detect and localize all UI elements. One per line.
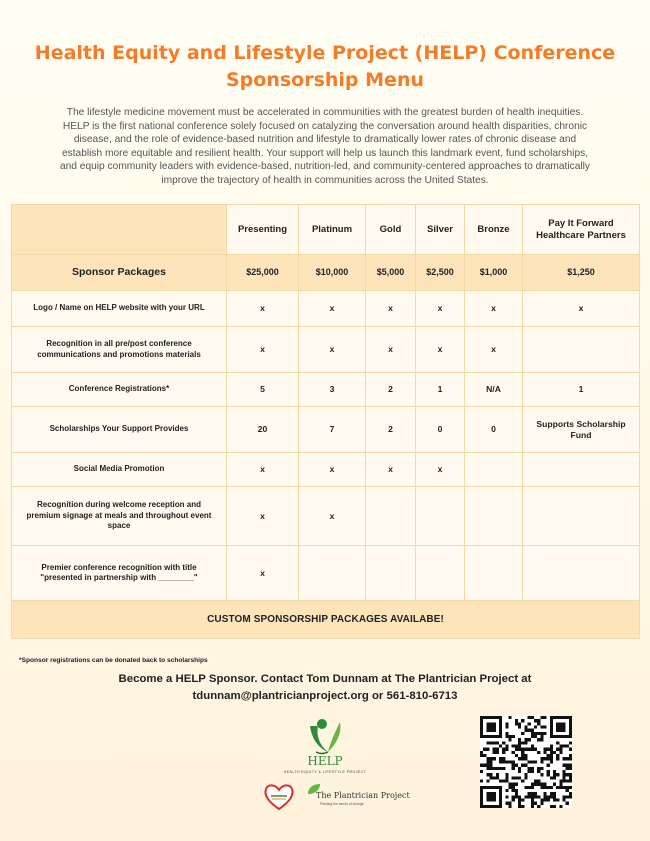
help-subline: HEALTH EQUITY & LIFESTYLE PROJECT [283,770,367,774]
qr-code-icon [480,716,572,808]
table-cell: x [366,453,416,487]
table-cell [523,546,640,601]
table-cell: x [366,327,416,373]
custom-packages-banner: CUSTOM SPONSORSHIP PACKAGES AVAILABE! [12,601,640,639]
row-label: Recognition in all pre/post conference communications and promotions materials [12,327,227,373]
col-header-silver: Silver [416,205,465,255]
table-row [12,327,640,373]
table-cell: x [465,327,523,373]
table-cell: Supports Scholarship Fund [523,407,640,453]
page-title [0,40,650,94]
price-platinum: $10,000 [299,255,366,291]
custom-packages-row [12,601,640,639]
table-cell [465,487,523,546]
contact-line-1: Become a HELP Sponsor. Contact Tom Dunnam at The Plantrician Project at [118,673,532,685]
table-cell: x [299,291,366,327]
table-cell: x [416,327,465,373]
table-cell: x [227,291,299,327]
table-cell [416,487,465,546]
row-label: Recognition during welcome reception and premium signage at meals and throughout event space [12,487,227,546]
help-leaf-person-icon [270,712,380,756]
intro-paragraph: The lifestyle medicine movement must be accelerated in communities with the greatest burden of health inequities. HELP is the first national conference solely focused on catalyzing the conversation around health disparities, chronic disease, and the role of evidence-based nutrition and lifestyle to dramatically lower rates of chronic disease and establish more equitable and resilient health. Your support will help us launch this landmark event, fund scholarships, and equip community leaders with evidence-based, nutrition-led, and community-centered approaches to dramatically improve the trajectory of health in communities across the United States. [59,107,591,186]
column-header-row [12,205,640,255]
row-label: Scholarships Your Support Provides [12,407,227,453]
plantrician-project-logo [306,783,410,811]
table-cell: 0 [465,407,523,453]
table-row [12,487,640,546]
table-cell: x [299,453,366,487]
title-line-2: Sponsorship Menu [225,69,424,91]
row-label: Premier conference recognition with title "presented in partnership with ________" [12,546,227,601]
table-row [12,373,640,407]
table-cell: x [227,546,299,601]
table-row [12,453,640,487]
title-line-1: Health Equity and Lifestyle Project (HELP) Conference [34,42,616,64]
table-cell: x [366,291,416,327]
table-cell: 20 [227,407,299,453]
row-label: Sponsor Packages [12,255,227,291]
corner-cell [12,205,227,255]
row-label: Conference Registrations* [12,373,227,407]
table-cell [465,546,523,601]
table-cell [366,546,416,601]
price-silver: $2,500 [416,255,465,291]
table-cell: N/A [465,373,523,407]
table-cell: x [227,453,299,487]
sponsor-packages-row [12,255,640,291]
help-wordmark: HELP [307,754,343,768]
table-cell [523,487,640,546]
col-header-bronze: Bronze [465,205,523,255]
help-logo [270,712,380,778]
table-cell [416,546,465,601]
table-cell: x [465,291,523,327]
row-label: Social Media Promotion [12,453,227,487]
col-header-presenting: Presenting [227,205,299,255]
table-row [12,291,640,327]
col-header-gold: Gold [366,205,416,255]
plantrician-tagline: Planting the seeds of change [320,802,364,806]
contact-line-2: tdunnam@plantricianproject.org or 561-810-6713 [192,690,458,702]
table-cell: x [299,327,366,373]
price-gold: $5,000 [366,255,416,291]
table-cell: 7 [299,407,366,453]
col-header-platinum: Platinum [299,205,366,255]
table-cell: 5 [227,373,299,407]
table-cell: 0 [416,407,465,453]
table-cell: x [416,291,465,327]
col-header-pay-it-forward: Pay It Forward Healthcare Partners [523,205,640,255]
table-cell: 1 [416,373,465,407]
plantrician-name: The Plantrician Project [316,791,410,800]
table-row [12,546,640,601]
sponsorship-table [11,204,640,639]
table-cell: x [227,487,299,546]
row-label: Logo / Name on HELP website with your URL [12,291,227,327]
table-cell: 2 [366,373,416,407]
table-cell [465,453,523,487]
footnote: *Sponsor registrations can be donated back to scholarships [19,657,208,664]
price-presenting: $25,000 [227,255,299,291]
table-cell [299,546,366,601]
table-cell: 1 [523,373,640,407]
contact-block [0,671,650,705]
table-cell: x [227,327,299,373]
table-cell: x [416,453,465,487]
healthy-heart-logo-icon [262,782,296,812]
price-pay-it-forward: $1,250 [523,255,640,291]
table-cell [523,327,640,373]
price-bronze: $1,000 [465,255,523,291]
table-cell [523,453,640,487]
table-cell: 3 [299,373,366,407]
table-row [12,407,640,453]
table-cell: 2 [366,407,416,453]
table-cell: x [523,291,640,327]
table-cell [366,487,416,546]
table-cell: x [299,487,366,546]
